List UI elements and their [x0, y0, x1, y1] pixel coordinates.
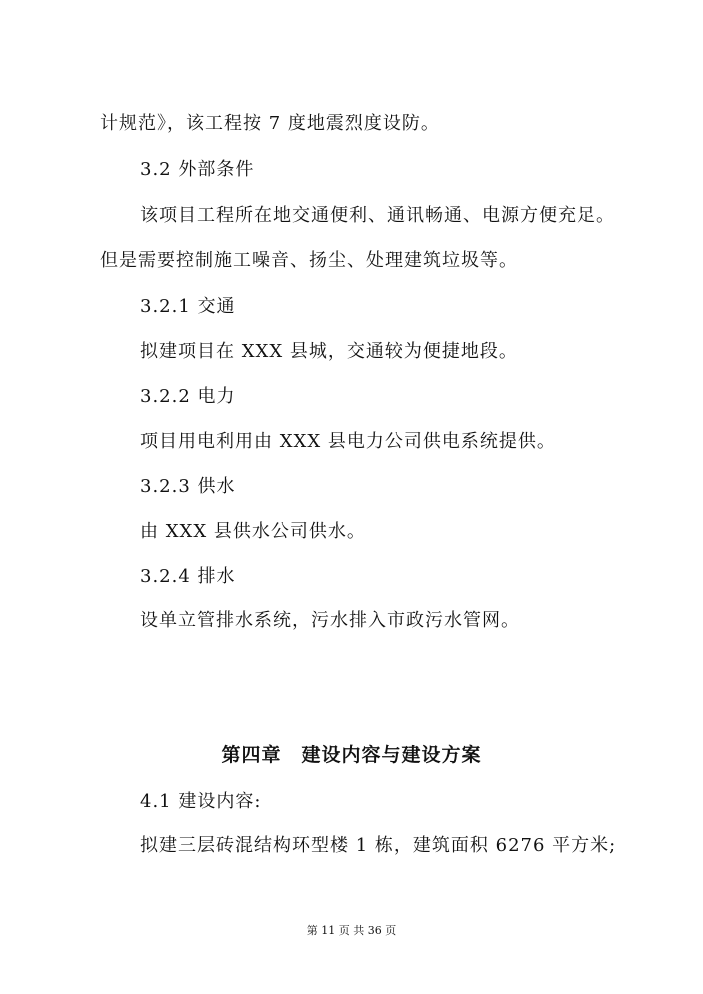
page-number-footer: 第 11 页 共 36 页 — [306, 924, 397, 937]
body-paragraph-line: 项目用电利用由 XXX 县电力公司供电系统提供。 — [140, 431, 556, 452]
body-paragraph-line: 设单立管排水系统，污水排入市政污水管网。 — [140, 610, 520, 631]
body-paragraph-line: 拟建三层砖混结构环型楼 1 栋，建筑面积 6276 平方米; — [140, 835, 617, 856]
body-paragraph-line: 该项目工程所在地交通便利、通讯畅通、电源方便充足。 — [140, 205, 615, 226]
section-heading-3-2-2: 3.2.2 电力 — [140, 386, 236, 407]
body-paragraph-line: 由 XXX 县供水公司供水。 — [140, 521, 366, 542]
body-line-continuation: 计规范》，该工程按 7 度地震烈度设防。 — [100, 113, 440, 134]
section-heading-3-2-3: 3.2.3 供水 — [140, 476, 236, 497]
chapter-title: 第四章 建设内容与建设方案 — [221, 744, 482, 766]
section-heading-3-2: 3.2 外部条件 — [140, 159, 255, 180]
section-heading-3-2-4: 3.2.4 排水 — [140, 566, 236, 587]
section-heading-4-1: 4.1 建设内容: — [140, 791, 262, 812]
body-paragraph-line: 但是需要控制施工噪音、扬尘、处理建筑垃圾等。 — [100, 250, 518, 271]
section-heading-3-2-1: 3.2.1 交通 — [140, 296, 236, 317]
body-paragraph-line: 拟建项目在 XXX 县城，交通较为便捷地段。 — [140, 341, 518, 362]
